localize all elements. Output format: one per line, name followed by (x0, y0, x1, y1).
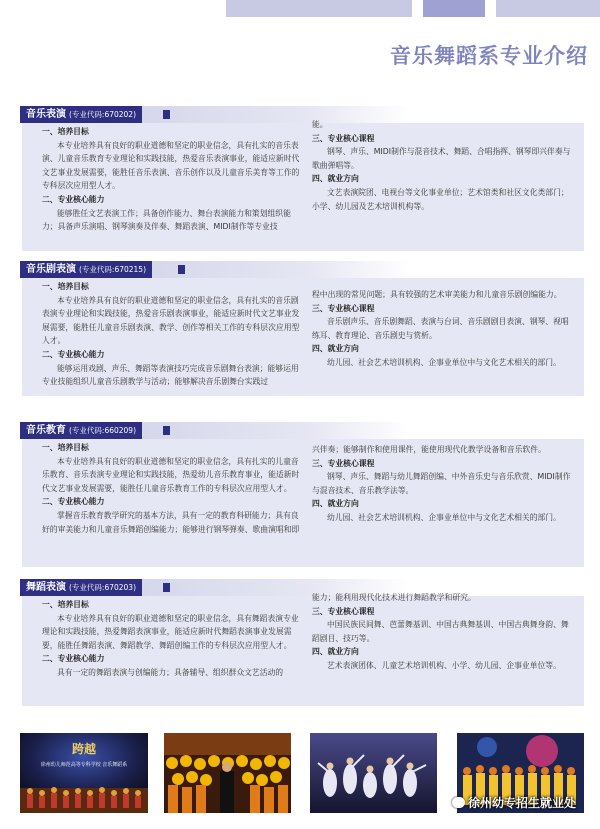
heading-career: 四、就业方向 (312, 647, 359, 657)
right-column (312, 443, 574, 525)
section-tab (20, 422, 142, 439)
section-code: (专业代码:660209) (69, 426, 137, 435)
wechat-icon (452, 797, 465, 808)
left-column (42, 125, 304, 234)
banner-caption: 徐州幼儿师范高等专科学校 音乐舞蹈系 (40, 762, 128, 768)
right-column (312, 288, 574, 370)
section-code: (专业代码:670203) (69, 583, 137, 592)
heading-goal: 一、培养目标 (42, 600, 89, 609)
ability-text: 能够胜任文艺表演工作；具备创作能力、舞台表演能力和策划组织能力；具备声乐演唱、钢琴演奏及伴奏、舞蹈表演、MIDI制作等专业技 (42, 208, 291, 232)
continued-text: 程中出现的常见问题；具有较强的艺术审美能力和儿童音乐剧创编能力。 (312, 290, 562, 299)
section-tab (20, 106, 142, 123)
heading-career: 四、就业方向 (312, 344, 359, 354)
heading-courses: 三、专业核心课程 (312, 303, 375, 313)
section-code: (专业代码:670202) (69, 110, 137, 119)
career-text: 文艺表演院团、电视台等文化事业单位；艺术馆类和社区文化类部门；小学、幼儿园及艺术培训机构等。 (312, 187, 569, 211)
section-name: 音乐教育 (26, 425, 66, 436)
courses-text: 中国民族民间舞、芭蕾舞基训、中国古典舞基训、中国古典舞身韵、舞蹈剧目、技巧等。 (312, 620, 569, 643)
section-name: 音乐表演 (26, 109, 66, 120)
right-column (312, 118, 574, 213)
left-column (42, 280, 304, 389)
continued-text: 能。 (312, 120, 328, 129)
heading-career: 四、就业方向 (312, 499, 359, 509)
continued-text: 能力；能利用现代化技术进行舞蹈教学和研究。 (312, 593, 476, 602)
heading-ability: 二、专业核心能力 (42, 194, 105, 204)
career-text: 幼儿园、社会艺术培训机构、企事业单位中与文化艺术相关的部门。 (327, 357, 561, 367)
courses-text: 音乐剧声乐、音乐剧舞蹈、表演与台词、音乐剧剧目表演、钢琴、视唱练耳、教育理论、音乐剧史与赏析。 (312, 317, 569, 340)
section-tab (20, 579, 142, 596)
section-dance-performance (20, 579, 584, 706)
watermark-text: 徐州幼专招生就业处 (467, 796, 576, 810)
heading-goal: 一、培养目标 (42, 282, 89, 291)
section-music-performance (20, 106, 584, 251)
heading-career: 四、就业方向 (312, 174, 359, 184)
heading-goal: 一、培养目标 (42, 127, 89, 136)
courses-text: 钢琴、声乐、舞蹈与幼儿舞蹈创编、中外音乐史与音乐欣赏、MIDI制作与混音技术、音乐教学法等。 (312, 472, 571, 495)
dance-photo (310, 733, 437, 813)
heading-courses: 三、专业核心课程 (312, 458, 375, 468)
section-code: (专业代码:670215) (79, 265, 147, 274)
career-text: 幼儿园、社会艺术培训机构、企事业单位中与文化艺术相关的部门。 (327, 512, 561, 522)
top-bar-2 (423, 0, 485, 17)
heading-courses: 三、专业核心课程 (312, 133, 375, 143)
section-name: 舞蹈表演 (26, 582, 66, 593)
section-music-education (20, 422, 584, 567)
continued-text: 兴伴奏；能够制作和使用课件，能使用现代化教学设备和音乐软件。 (312, 445, 546, 454)
watermark (452, 794, 576, 811)
right-column (312, 591, 574, 673)
heading-goal: 一、培养目标 (42, 443, 89, 452)
top-bar-1 (226, 0, 412, 17)
stage-performance-photo (20, 733, 148, 813)
banner-text: 跨越 (71, 742, 97, 756)
courses-text: 钢琴、声乐、MIDI制作与混音技术、舞蹈、合唱指挥、钢琴即兴伴奏与歌曲弹唱等。 (312, 147, 571, 170)
section-header (20, 261, 584, 278)
ability-text: 具有一定的舞蹈表演与创编能力；具备辅导、组织群众文艺活动的 (57, 667, 284, 677)
section-musical-theatre (20, 261, 584, 396)
goal-text: 本专业培养具有良好的职业道德和坚定的职业信念，具有扎实的音乐剧表演专业理论和实践技能，热爱音乐剧表演事业，能适应新时代文艺事业发展需要，能胜任儿童音乐剧表演、教学、创作等相关工作的专科层次应用型人才。 (42, 295, 300, 346)
section-header (20, 422, 584, 439)
heading-ability: 二、专业核心能力 (42, 349, 105, 359)
left-column (42, 598, 304, 680)
left-column (42, 441, 304, 536)
goal-text: 本专业培养具有良好的职业道德和坚定的职业信念，具有舞蹈表演专业理论和实践技能，热爱舞蹈表演事业，能适应新时代舞蹈表演事业发展需要，能胜任舞蹈表演、舞蹈教学、舞蹈创编工作的专科层次应用型人才。 (42, 613, 299, 650)
choir-photo (164, 733, 291, 813)
ability-text: 能够运用戏剧、声乐、舞蹈等表演技巧完成音乐剧舞台表演；能够运用专业技能组织儿童音乐剧教学与活动；能够解决音乐剧舞台实践过 (42, 363, 299, 387)
page-title: 音乐舞蹈系专业介绍 (390, 44, 588, 68)
ability-text: 掌握音乐教育教学研究的基本方法，具有一定的教育科研能力；具有良好的审美能力和儿童音乐舞蹈创编能力；能够进行钢琴弹奏、歌曲演唱和即 (42, 510, 300, 534)
heading-ability: 二、专业核心能力 (42, 654, 105, 664)
section-name: 音乐剧表演 (26, 264, 76, 275)
heading-courses: 三、专业核心课程 (312, 606, 375, 616)
goal-text: 本专业培养具有良好的职业道德和坚定的职业信念，具有扎实的音乐表演、儿童音乐教育专业理论和实践技能，热爱音乐表演事业，能适应新时代文艺事业发展需要，能胜任音乐表演、音乐创作以及儿童音乐美育等工作的专科层次应用型人才。 (42, 140, 300, 191)
section-tab (20, 261, 152, 278)
career-text: 艺术表演团体、儿童艺术培训机构、小学、幼儿园、企事业单位等。 (327, 660, 561, 670)
top-bar-3 (496, 0, 600, 17)
goal-text: 本专业培养具有良好的职业道德和坚定的职业信念，具有扎实的儿童音乐教育、音乐表演专业理论和实践技能，热爱幼儿音乐教育事业，能适新时代文艺事业发展需要，能胜任儿童音乐教育工作的专科层次应用型人才。 (42, 456, 300, 493)
heading-ability: 二、专业核心能力 (42, 497, 105, 507)
